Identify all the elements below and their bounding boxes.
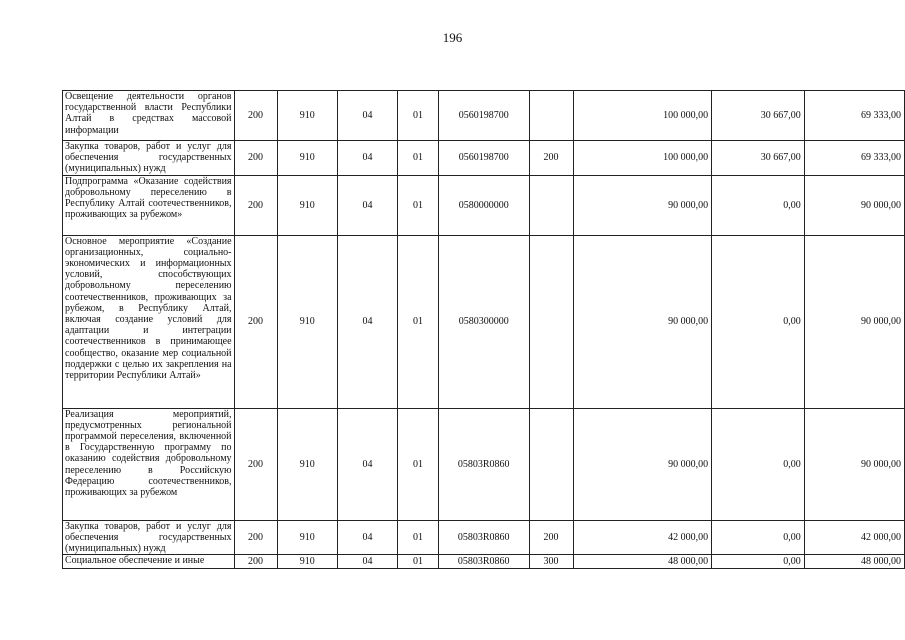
row-s3: 90 000,00 xyxy=(804,408,904,520)
row-code: 0580300000 xyxy=(438,235,529,408)
row-description: Закупка товаров, работ и услуг для обеспечения государственных (муниципальных) нужд xyxy=(63,520,235,555)
row-c3: 04 xyxy=(337,520,397,555)
row-c4: 01 xyxy=(398,555,439,569)
row-c2: 910 xyxy=(277,408,337,520)
row-code: 05803R0860 xyxy=(438,520,529,555)
row-c1: 200 xyxy=(234,408,277,520)
row-c4: 01 xyxy=(398,520,439,555)
row-vr xyxy=(529,175,573,235)
budget-table xyxy=(62,90,905,569)
row-code: 0580000000 xyxy=(438,175,529,235)
row-description: Подпрограмма «Оказание содействия добровольному переселению в Республику Алтай соотечественников, проживающих за рубежом» xyxy=(63,175,235,235)
row-c3: 04 xyxy=(337,408,397,520)
row-c4: 01 xyxy=(398,235,439,408)
row-c2: 910 xyxy=(277,141,337,176)
row-code: 05803R0860 xyxy=(438,408,529,520)
row-description: Социальное обеспечение и иные xyxy=(63,555,235,569)
row-s2: 0,00 xyxy=(712,175,805,235)
row-c4: 01 xyxy=(398,408,439,520)
row-vr: 200 xyxy=(529,141,573,176)
row-description: Основное мероприятие «Создание организационных, социально-экономических и информационных условий, способствующих добровольному переселению соотечественников, проживающих за рубежом, в Республику Алтай, включая создание условий для адаптации и интеграции соотечественников в принимающее сообщество, оказание мер социальной поддержки с целью их закрепления на территории Республики Алтай» xyxy=(63,235,235,408)
row-c1: 200 xyxy=(234,141,277,176)
row-c3: 04 xyxy=(337,555,397,569)
row-c2: 910 xyxy=(277,235,337,408)
table-row xyxy=(63,235,905,408)
row-c3: 04 xyxy=(337,175,397,235)
row-s3: 69 333,00 xyxy=(804,141,904,176)
row-sum: 90 000,00 xyxy=(573,175,712,235)
row-c1: 200 xyxy=(234,520,277,555)
row-s3: 42 000,00 xyxy=(804,520,904,555)
row-c3: 04 xyxy=(337,141,397,176)
row-code: 05803R0860 xyxy=(438,555,529,569)
row-code: 0560198700 xyxy=(438,141,529,176)
row-sum: 42 000,00 xyxy=(573,520,712,555)
row-s2: 0,00 xyxy=(712,235,805,408)
row-vr: 300 xyxy=(529,555,573,569)
row-c2: 910 xyxy=(277,175,337,235)
row-description: Освещение деятельности органов государственной власти Республики Алтай в средствах массовой информации xyxy=(63,91,235,141)
row-s2: 0,00 xyxy=(712,555,805,569)
row-c1: 200 xyxy=(234,91,277,141)
row-sum: 90 000,00 xyxy=(573,235,712,408)
table-row xyxy=(63,408,905,520)
row-c1: 200 xyxy=(234,175,277,235)
row-description: Реализация мероприятий, предусмотренных региональной программой переселения, включенной в Государственную программу по оказанию содействия добровольному переселению в Российскую Федерацию соотечественников, проживающих за рубежом xyxy=(63,408,235,520)
row-s3: 48 000,00 xyxy=(804,555,904,569)
table-row xyxy=(63,555,905,569)
row-s2: 0,00 xyxy=(712,408,805,520)
row-c2: 910 xyxy=(277,91,337,141)
table-row xyxy=(63,141,905,176)
row-sum: 90 000,00 xyxy=(573,408,712,520)
row-c4: 01 xyxy=(398,91,439,141)
table-row xyxy=(63,91,905,141)
table-row xyxy=(63,175,905,235)
row-description: Закупка товаров, работ и услуг для обеспечения государственных (муниципальных) нужд xyxy=(63,141,235,176)
row-c3: 04 xyxy=(337,235,397,408)
page-number: 196 xyxy=(442,30,463,45)
row-s3: 69 333,00 xyxy=(804,91,904,141)
row-s3: 90 000,00 xyxy=(804,235,904,408)
row-code: 0560198700 xyxy=(438,91,529,141)
row-s2: 30 667,00 xyxy=(712,141,805,176)
row-c1: 200 xyxy=(234,235,277,408)
row-s2: 30 667,00 xyxy=(712,91,805,141)
row-s3: 90 000,00 xyxy=(804,175,904,235)
row-s2: 0,00 xyxy=(712,520,805,555)
row-c4: 01 xyxy=(398,141,439,176)
row-vr: 200 xyxy=(529,520,573,555)
table-row xyxy=(63,520,905,555)
row-c1: 200 xyxy=(234,555,277,569)
row-c3: 04 xyxy=(337,91,397,141)
row-vr xyxy=(529,408,573,520)
row-vr xyxy=(529,235,573,408)
row-c4: 01 xyxy=(398,175,439,235)
row-vr xyxy=(529,91,573,141)
row-sum: 100 000,00 xyxy=(573,141,712,176)
row-sum: 48 000,00 xyxy=(573,555,712,569)
row-c2: 910 xyxy=(277,555,337,569)
row-c2: 910 xyxy=(277,520,337,555)
row-sum: 100 000,00 xyxy=(573,91,712,141)
